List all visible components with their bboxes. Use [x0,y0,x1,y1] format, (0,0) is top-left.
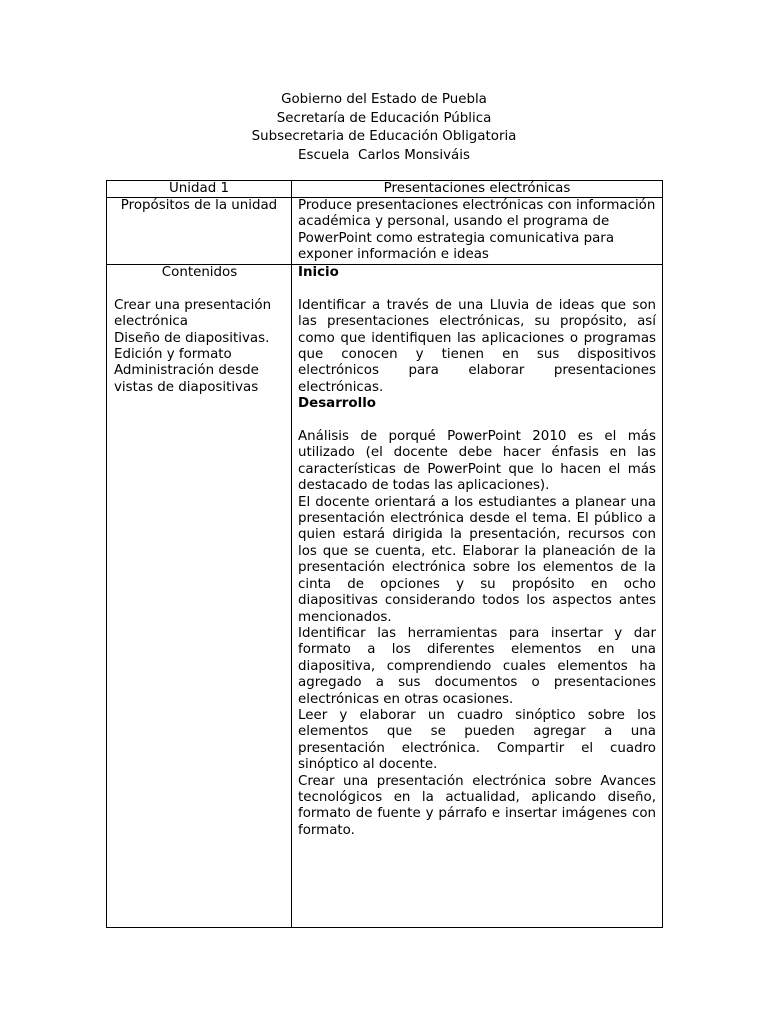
header-line-government: Gobierno del Estado de Puebla [281,92,487,107]
inicio-paragraph: Identificar a través de una Lluvia de ideas que son las presentaciones electrónicas, su propósito, así como que identifiquen las aplicaciones o programas que conocen y tienen en sus dispositivos electrónicos para elaborar presentaciones electrónicas. [298,297,656,395]
contents-item: Crear una presentación electrónica [114,297,272,330]
purposes-label-cell [107,198,292,265]
inicio-heading: Inicio [298,265,339,280]
contents-item: Edición y formato [114,347,232,363]
unit-label-cell [107,181,292,198]
document-header [0,91,768,165]
desarrollo-paragraph: Leer y elaborar un cuadro sinóptico sobre los elementos que se pueden agregar a una presentación electrónica. Compartir el cuadro sinóptico al docente. [298,707,656,773]
purposes-text-cell [292,198,663,265]
contents-item: Diseño de diapositivas. [114,330,270,346]
unit-title-cell [292,181,663,198]
desarrollo-paragraph: El docente orientará a los estudiantes a planear una presentación electrónica desde el tema. El público a quien estará dirigida la presentación, recursos con los que se cuenta, etc. Elaborar la planeación de la presentación electrónica sobre los elementos de la cinta de opciones y su propósito en ocho diapositivas considerando todos los aspectos antes mencionados. [298,494,656,625]
table-row-unit [107,181,663,198]
desarrollo-heading: Desarrollo [298,396,376,412]
header-line-secretariat: Secretaría de Educación Pública [276,110,492,126]
unit-label: Unidad 1 [169,181,229,196]
activities-cell [292,265,663,928]
contents-cell [107,265,292,928]
table-row-contents [107,265,663,928]
unit-title: Presentaciones electrónicas [383,181,571,196]
desarrollo-paragraph: Identificar las herramientas para insertar y dar formato a los diferentes elementos en una diapositiva, comprendiendo cuales elementos ha agregado a sus documentos o presentaciones electrónicas en otras ocasiones. [298,625,656,707]
header-line-subsecretariat: Subsecretaria de Educación Obligatoria [251,129,517,144]
purposes-text: Produce presentaciones electrónicas con información académica y personal, usando el programa de PowerPoint como estrategia comunicativa para exponer información e ideas [298,198,656,263]
unit-plan-table [106,180,663,928]
contents-item: Administración desde vistas de diapositivas [114,363,259,395]
header-line-school: Escuela Carlos Monsiváis [298,147,470,163]
table-row-purposes [107,198,663,265]
purposes-label: Propósitos de la unidad [120,198,278,213]
desarrollo-paragraph: Análisis de porqué PowerPoint 2010 es el más utilizado (el docente debe hacer énfasis en las características de PowerPoint que lo hacen el más destacado de todas las aplicaciones). [298,429,656,494]
contents-title: Contenidos [161,265,238,280]
desarrollo-paragraph: Crear una presentación electrónica sobre Avances tecnológicos en la actualidad, aplicando diseño, formato de fuente y párrafo e insertar imágenes con formato. [298,773,656,838]
